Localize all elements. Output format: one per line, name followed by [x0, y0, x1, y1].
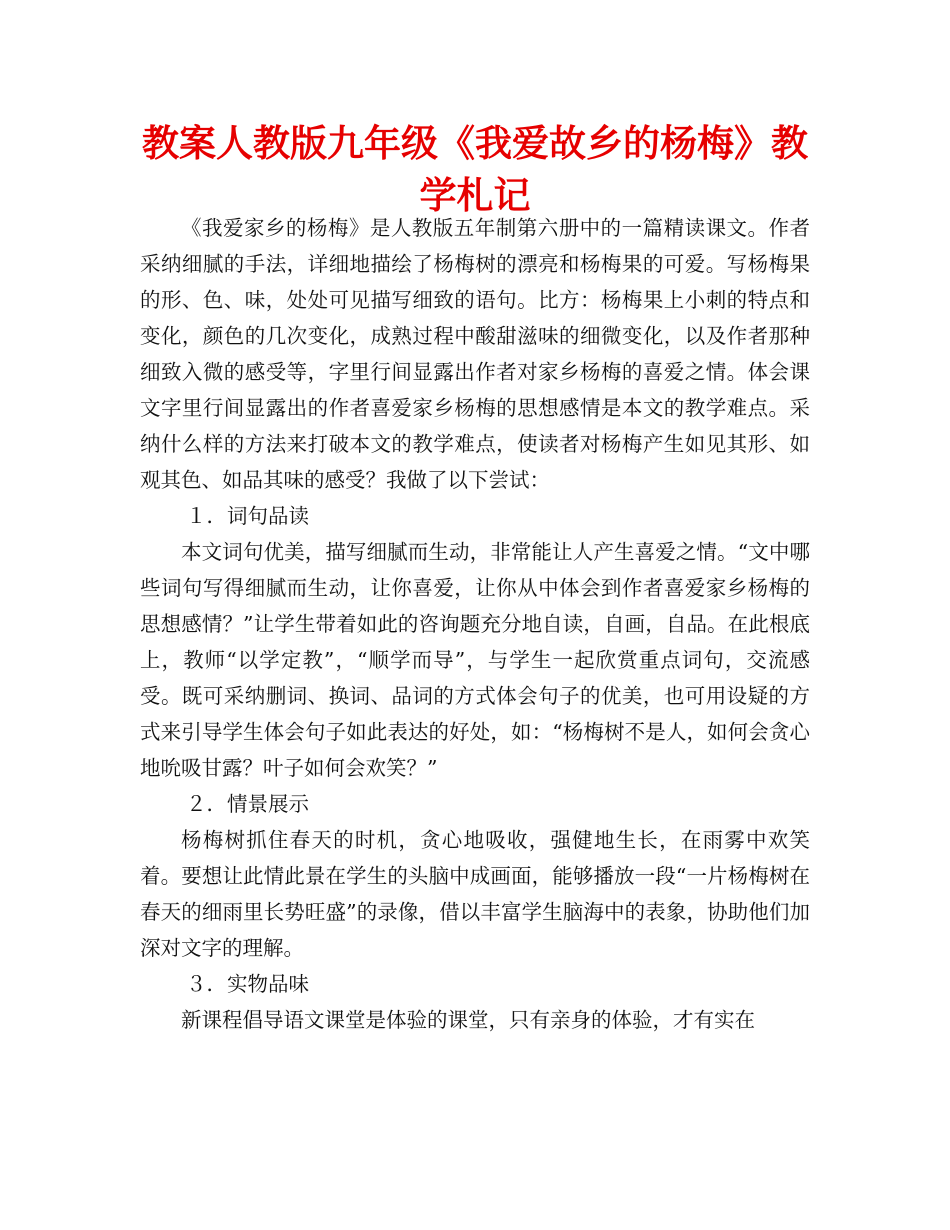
document-body	[140, 210, 810, 1038]
section-heading-3: ３．实物品味	[186, 972, 309, 996]
document-title: 教案人教版九年级《我爱故乡的杨梅》教学札记	[142, 122, 808, 217]
section-heading-2: ２．情景展示	[186, 792, 309, 816]
section-paragraph-3: 新课程倡导语文课堂是体验的课堂，只有亲身的体验，才有实在	[181, 1008, 755, 1032]
section-paragraph-1: 本文词句优美，描写细腻而生动，非常能让人产生喜爱之情。“文中哪些词句写得细腻而生动，让你喜爱，让你从中体会到作者喜爱家乡杨梅的思想感情？”让学生带着如此的咨询题充分地自读，自画，自品。在此根底上，教师“以学定教”，“顺学而导”，与学生一起欣赏重点词句，交流感受。既可采纳删词、换词、品词的方式体会句子的优美，也可用设疑的方式来引导学生体会句子如此表达的好处，如：“杨梅树不是人，如何会贪心地吮吸甘露？叶子如何会欢笑？”	[140, 540, 810, 780]
section-paragraph-2: 杨梅树抓住春天的时机，贪心地吸收，强健地生长，在雨雾中欢笑着。要想让此情此景在学生的头脑中成画面，能够播放一段“一片杨梅树在春天的细雨里长势旺盛”的录像，借以丰富学生脑海中的表象，协助他们加深对文字的理解。	[140, 828, 810, 960]
section-heading-1: １．词句品读	[186, 504, 309, 528]
intro-paragraph: 《我爱家乡的杨梅》是人教版五年制第六册中的一篇精读课文。作者采纳细腻的手法，详细地描绘了杨梅树的漂亮和杨梅果的可爱。写杨梅果的形、色、味，处处可见描写细致的语句。比方：杨梅果上小刺的特点和变化，颜色的几次变化，成熟过程中酸甜滋味的细微变化，以及作者那种细致入微的感受等，字里行间显露出作者对家乡杨梅的喜爱之情。体会课文字里行间显露出的作者喜爱家乡杨梅的思想感情是本文的教学难点。采纳什么样的方法来打破本文的教学难点，使读者对杨梅产生如见其形、如观其色、如品其味的感受？我做了以下尝试：	[140, 216, 810, 492]
